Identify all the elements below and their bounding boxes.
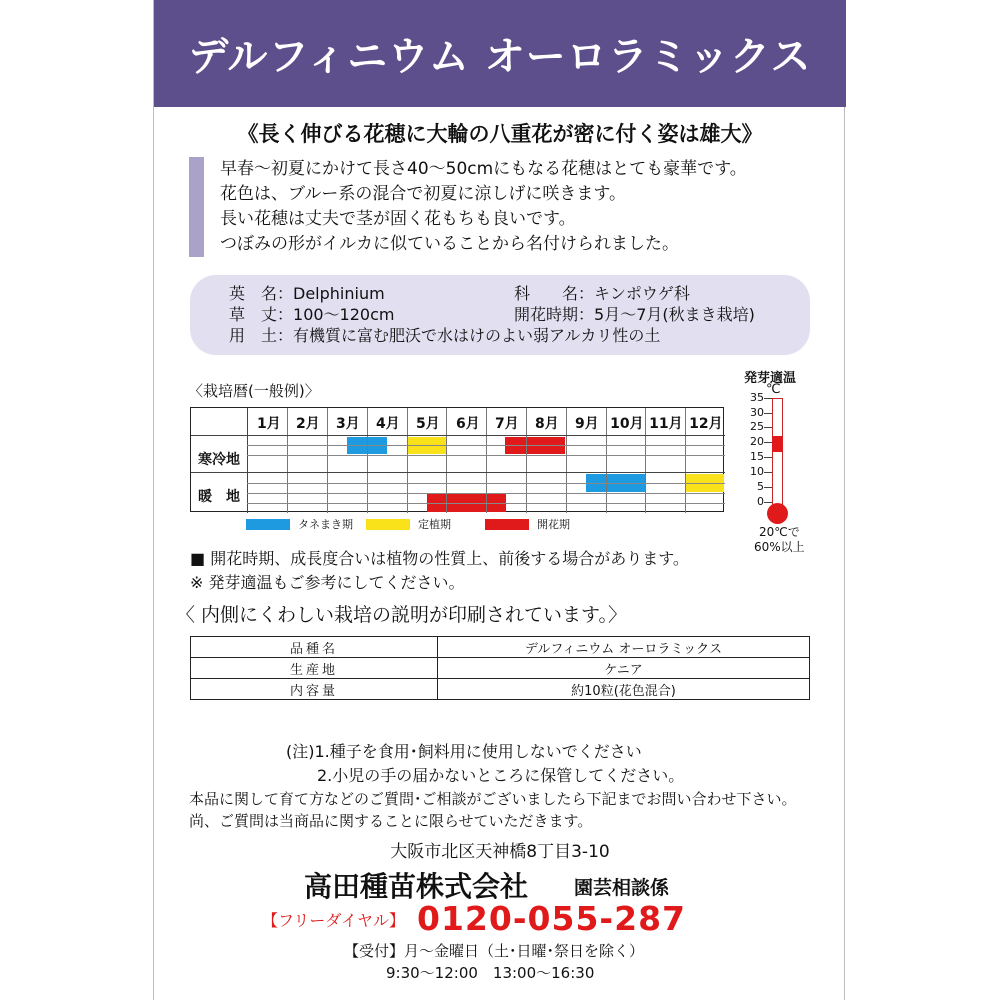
month-label: 3月 bbox=[336, 416, 360, 432]
bloom-period-row bbox=[514, 305, 755, 325]
thermo-tick-mark bbox=[764, 457, 772, 458]
legend-swatch-planting bbox=[366, 519, 410, 530]
soil-label: 用 土： bbox=[229, 326, 294, 345]
description-line: つぼみの形がイルカに似ていることから名付けられました。 bbox=[220, 234, 679, 254]
thermo-tick-label: 35 bbox=[750, 391, 764, 404]
celsius-unit: ℃ bbox=[766, 382, 781, 397]
spec-value: デルフィニウム オーロラミックス bbox=[438, 637, 810, 658]
thermometer-tube bbox=[772, 398, 783, 510]
thermo-tick-label: 30 bbox=[750, 406, 764, 419]
calendar-title: 〈栽培暦(一般例)〉 bbox=[188, 382, 320, 400]
caution-line-2: 2.小児の手の届かないところに保管してください。 bbox=[317, 766, 685, 785]
grid-line bbox=[407, 408, 408, 513]
bloom-period-value: 5月～7月(秋まき栽培) bbox=[594, 305, 755, 324]
company-department: 園芸相談係 bbox=[574, 877, 670, 899]
thermo-tick-mark bbox=[764, 442, 772, 443]
phone-number[interactable]: 0120-055-287 bbox=[417, 899, 687, 938]
family-row bbox=[514, 284, 690, 304]
contact-line-1: 本品に関して育て方などのご質問･ご相談がございましたら下記までお問い合わせ下さい。 bbox=[189, 790, 797, 808]
english-name-label: 英 名： bbox=[229, 284, 294, 303]
spec-table bbox=[190, 636, 810, 700]
grid-line bbox=[247, 455, 725, 456]
thermo-tick-label: 25 bbox=[750, 420, 764, 433]
family-label: 科 名： bbox=[514, 284, 595, 303]
table-row bbox=[191, 679, 810, 700]
grid-line bbox=[486, 408, 487, 513]
bloom-note: ■ 開花時期、成長度合いは植物の性質上、前後する場合があります。 bbox=[190, 549, 689, 568]
grid-line bbox=[685, 408, 686, 513]
grid-line bbox=[247, 408, 248, 513]
table-row bbox=[191, 637, 810, 658]
grid-line bbox=[247, 503, 725, 504]
month-label: 9月 bbox=[575, 416, 599, 432]
region-label-warm: 暖 地 bbox=[198, 489, 240, 505]
description-line: 早春～初夏にかけて長さ40～50cmにもなる花穂はとても豪華です。 bbox=[220, 159, 747, 179]
height-label: 草 丈： bbox=[229, 305, 294, 324]
grid-line bbox=[367, 408, 368, 513]
spec-key: 生産地 bbox=[191, 658, 438, 679]
free-dial-label: 【フリーダイヤル】 bbox=[262, 911, 405, 930]
thermo-tick-mark bbox=[764, 502, 772, 503]
grid-line bbox=[247, 483, 725, 484]
family-value: キンポウゲ科 bbox=[594, 284, 690, 303]
contact-line-2: 尚、ご質問は当商品に関することに限らせていただきます。 bbox=[189, 812, 593, 830]
thermo-tick-mark bbox=[764, 413, 772, 414]
height-value: 100～120cm bbox=[293, 305, 395, 324]
description-accent-bar bbox=[189, 157, 204, 257]
spec-value: ケニア bbox=[438, 658, 810, 679]
month-label: 6月 bbox=[456, 416, 480, 432]
legend-item-planting bbox=[366, 517, 451, 531]
title-bar bbox=[154, 0, 846, 107]
caution-line-1: (注)1.種子を食用･飼料用に使用しないでください bbox=[286, 742, 642, 761]
table-row bbox=[191, 658, 810, 679]
company-address: 大阪市北区天神橋8丁目3-10 bbox=[390, 842, 610, 862]
reception-hours-days: 【受付】月～金曜日（土･日曜･祭日を除く） bbox=[344, 942, 645, 960]
thermo-tick-mark bbox=[764, 472, 772, 473]
month-label: 4月 bbox=[376, 416, 400, 432]
spec-key: 内容量 bbox=[191, 679, 438, 700]
bloom-period-label: 開花時期： bbox=[514, 305, 595, 324]
month-label: 5月 bbox=[416, 416, 440, 432]
germination-note-line: 60%以上 bbox=[754, 540, 805, 554]
region-label-cold: 寒冷地 bbox=[198, 452, 240, 468]
grid-line bbox=[191, 472, 725, 473]
info-box bbox=[190, 275, 810, 355]
thermo-tick-mark bbox=[764, 427, 772, 428]
description-line: 花色は、ブルー系の混合で初夏に涼しげに咲きます。 bbox=[220, 184, 626, 204]
grid-line bbox=[247, 445, 725, 446]
month-label: 2月 bbox=[296, 416, 320, 432]
grid-line bbox=[566, 408, 567, 513]
grid-line bbox=[287, 408, 288, 513]
description bbox=[220, 157, 835, 257]
subtitle: 《長く伸びる花穂に大輪の八重花が密に付く姿は雄大》 bbox=[237, 122, 763, 146]
thermo-tick-label: 5 bbox=[757, 480, 764, 493]
month-label: 10月 bbox=[610, 416, 644, 432]
germination-note bbox=[754, 525, 805, 555]
thermometer-bulb bbox=[767, 503, 788, 524]
english-name-row bbox=[229, 284, 385, 304]
legend-item-flowering bbox=[485, 517, 570, 531]
thermometer-optimal-range bbox=[772, 436, 783, 452]
thermo-tick-mark bbox=[764, 487, 772, 488]
legend-item-sowing bbox=[246, 517, 353, 531]
legend-label-sowing: タネまき期 bbox=[298, 518, 353, 531]
description-line: 長い花穂は丈夫で茎が固く花もちも良いです。 bbox=[220, 209, 576, 229]
company-name: 高田種苗株式会社 bbox=[304, 870, 529, 903]
thermo-tick-label: 10 bbox=[750, 465, 764, 478]
product-title: デルフィニウム オーロラミックス bbox=[188, 34, 812, 80]
month-label: 8月 bbox=[535, 416, 559, 432]
reception-hours-times: 9:30～12:00 13:00～16:30 bbox=[386, 964, 595, 982]
germination-temp-title: 発芽適温 bbox=[744, 371, 797, 386]
grid-line bbox=[446, 408, 447, 513]
thermo-tick-mark bbox=[764, 398, 772, 399]
grid-line bbox=[247, 493, 725, 494]
temp-note: ※ 発芽適温もご参考にしてください。 bbox=[190, 573, 465, 592]
cultivation-calendar bbox=[190, 407, 724, 512]
spec-key: 品種名 bbox=[191, 637, 438, 658]
soil-row bbox=[229, 326, 660, 346]
seed-packet-back bbox=[153, 0, 845, 1000]
grid-line bbox=[645, 408, 646, 513]
thermo-tick-label: 0 bbox=[757, 495, 764, 508]
thermo-tick-label: 20 bbox=[750, 435, 764, 448]
legend-swatch-flowering bbox=[485, 519, 529, 530]
grid-line bbox=[327, 408, 328, 513]
height-row bbox=[229, 305, 394, 325]
english-name-value: Delphinium bbox=[293, 284, 385, 303]
grid-line bbox=[606, 408, 607, 513]
month-label: 11月 bbox=[649, 416, 683, 432]
inside-instructions-note: 〈 内側にくわしい栽培の説明が印刷されています。〉 bbox=[176, 604, 628, 626]
month-label: 7月 bbox=[495, 416, 519, 432]
month-label: 1月 bbox=[257, 416, 281, 432]
spec-value: 約10粒(花色混合) bbox=[438, 679, 810, 700]
legend-swatch-sowing bbox=[246, 519, 290, 530]
soil-value: 有機質に富む肥沃で水はけのよい弱アルカリ性の土 bbox=[293, 326, 661, 345]
germination-note-line: 20℃で bbox=[758, 525, 800, 539]
month-label: 12月 bbox=[689, 416, 723, 432]
grid-line bbox=[526, 408, 527, 513]
legend-label-flowering: 開花期 bbox=[537, 518, 570, 531]
grid-line bbox=[191, 435, 725, 436]
thermo-tick-label: 15 bbox=[750, 450, 764, 463]
legend-label-planting: 定植期 bbox=[418, 518, 451, 531]
